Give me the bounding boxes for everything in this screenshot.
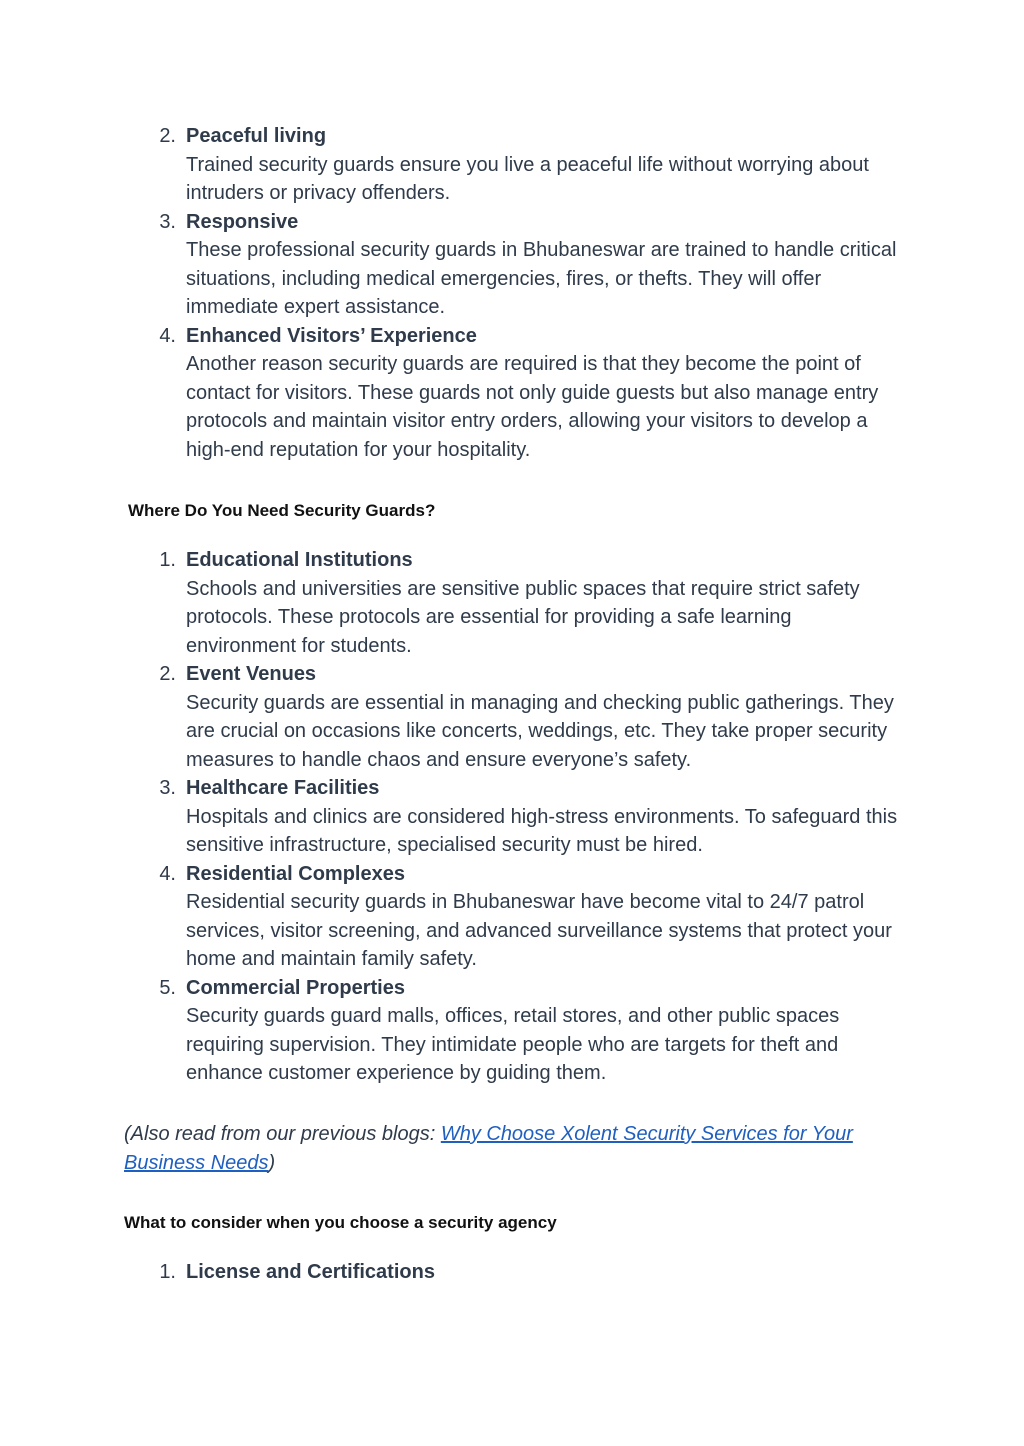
section-heading: What to consider when you choose a security agency xyxy=(124,1213,557,1232)
list-item xyxy=(0,774,1024,860)
list-item-title: License and Certifications xyxy=(186,1261,435,1283)
list-item-title: Educational Institutions xyxy=(186,549,413,571)
list-item-title: Peaceful living xyxy=(186,125,327,147)
list-item-title: Commercial Properties xyxy=(186,976,405,999)
also-read-note xyxy=(124,1120,904,1177)
list-item-title: Event Venues xyxy=(186,663,317,685)
note-prefix: (Also read from our previous blogs: xyxy=(124,1123,441,1145)
list-item xyxy=(0,974,1024,1088)
list-item-description: These professional security guards in Bhubaneswar are trained to handle critical situations, including medical emergencies, fires, or thefts. They will offer immediate expert assistance. xyxy=(186,239,897,318)
section-heading: Where Do You Need Security Guards? xyxy=(128,501,436,520)
list-item xyxy=(0,660,1024,774)
list-item-title: Enhanced Visitors’ Experience xyxy=(186,324,477,347)
list-item-title: Healthcare Facilities xyxy=(186,777,380,799)
list-item xyxy=(0,860,1024,974)
list-number: 4. xyxy=(159,862,176,885)
list-number: 1. xyxy=(159,1261,176,1283)
list-item xyxy=(0,1258,1024,1287)
list-item-description: Another reason security guards are required is that they become the point of contact for visitors. These guards not only guide guests but also manage entry protocols and maintain visitor entry orders, allowing your visitors to develop a high-end reputation for your hospitality. xyxy=(186,353,879,461)
note-suffix: ) xyxy=(268,1151,276,1174)
list-number: 1. xyxy=(159,549,176,571)
locations-list xyxy=(0,546,1024,1088)
list-item xyxy=(0,122,1024,208)
list-number: 2. xyxy=(159,125,176,147)
list-number: 3. xyxy=(159,777,176,799)
list-number: 5. xyxy=(159,976,176,999)
list-item xyxy=(0,322,1024,465)
list-item-description: Schools and universities are sensitive public spaces that require strict safety protocols. These protocols are essential for providing a safe learning environment for students. xyxy=(186,577,860,657)
list-item-description: Trained security guards ensure you live a peaceful life without worrying about intruders or privacy offenders. xyxy=(186,153,869,204)
previous-blog-link[interactable]: Why Choose Xolent Security Services for Your Business Needs xyxy=(124,1123,853,1174)
list-item-description: Security guards are essential in managing and checking public gatherings. They are crucial on occasions like concerts, weddings, etc. They take proper security measures to handle chaos and ensure everyone’s safety. xyxy=(186,691,894,771)
list-item-description: Security guards guard malls, offices, retail stores, and other public spaces requiring supervision. They intimidate people who are targets for theft and enhance customer experience by guiding them. xyxy=(186,1005,840,1084)
list-item xyxy=(0,546,1024,660)
agency-criteria-list xyxy=(0,1258,1024,1287)
list-item-title: Responsive xyxy=(186,210,299,233)
list-item-title: Residential Complexes xyxy=(186,862,405,885)
list-number: 3. xyxy=(159,210,176,233)
list-number: 4. xyxy=(159,324,176,347)
list-number: 2. xyxy=(159,663,176,685)
benefits-list xyxy=(0,122,1024,464)
list-item-description: Residential security guards in Bhubaneswar have become vital to 24/7 patrol services, visitor screening, and advanced surveillance systems that protect your home and maintain family safety. xyxy=(186,891,892,970)
list-item-description: Hospitals and clinics are considered high-stress environments. To safeguard this sensitive infrastructure, specialised security must be hired. xyxy=(186,805,898,856)
list-item xyxy=(0,208,1024,322)
